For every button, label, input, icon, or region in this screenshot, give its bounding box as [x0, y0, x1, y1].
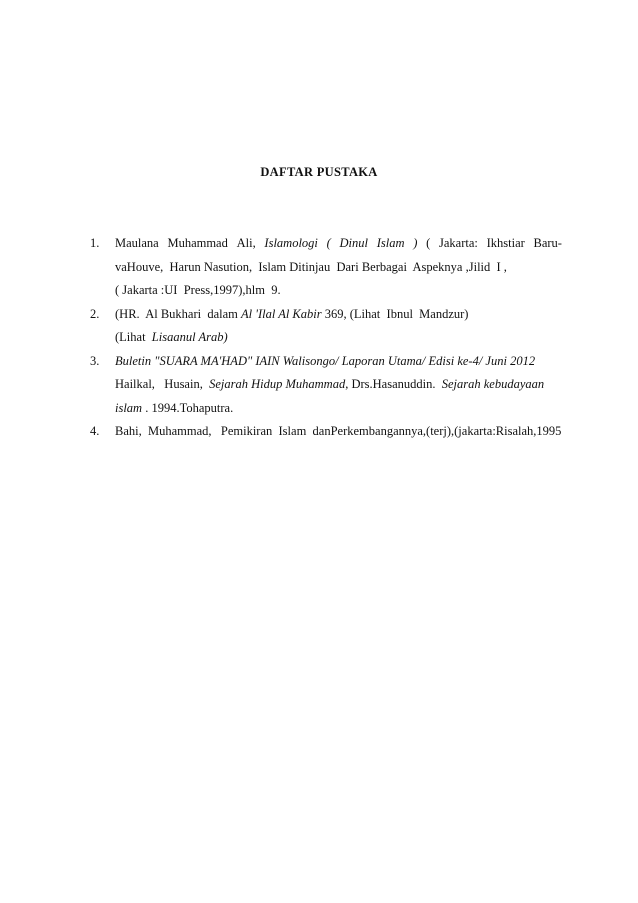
reference-word: Maulana [115, 236, 159, 250]
reference-item-4 [90, 420, 562, 444]
reference-word: Islamologi [264, 236, 318, 250]
reference-word: Ali, [236, 236, 256, 250]
reference-line: Buletin "SUARA MA'HAD" IAIN Walisongo/ Laporan Utama/ Edisi ke-4/ Juni 2012 [115, 353, 536, 368]
reference-word: Islam [376, 236, 405, 250]
reference-word: ( [426, 236, 431, 250]
reference-title: islam [115, 400, 143, 415]
reference-word: ) [413, 236, 418, 250]
page-title: DAFTAR PUSTAKA [260, 165, 378, 179]
reference-item-1 [90, 232, 562, 303]
reference-text: (Lihat [115, 330, 152, 344]
reference-title: Al 'Ilal Al Kabir [241, 306, 322, 321]
reference-title: Sejarah kebudayaan [441, 377, 545, 391]
reference-item-2 [90, 303, 562, 350]
reference-word: Ikhstiar [486, 236, 525, 250]
reference-item-3 [90, 350, 562, 421]
reference-line [115, 303, 562, 327]
reference-line: ( Jakarta :UI Press,1997),hlm 9. [115, 283, 281, 297]
reference-word: Muhammad [167, 236, 228, 250]
reference-number: 1. [90, 236, 100, 250]
reference-text: (HR. Al Bukhari dalam [115, 306, 242, 321]
reference-word: Jakarta: [439, 236, 478, 250]
reference-list [90, 232, 562, 444]
reference-line: Bahi, Muhammad, Pemikiran Islam danPerkembangannya,(terj),(jakarta:Risalah,1995 [115, 424, 562, 438]
reference-line [115, 373, 562, 397]
reference-number: 2. [90, 306, 100, 321]
reference-word: ( [326, 236, 331, 250]
reference-line: vaHouve, Harun Nasution, Islam Ditinjau Dari Berbagai Aspeknya ,Jilid I , [115, 259, 507, 274]
reference-line [115, 397, 562, 421]
reference-number: 4. [90, 424, 100, 438]
reference-text: , Drs.Hasanuddin. [345, 377, 442, 391]
reference-number: 3. [90, 353, 100, 368]
reference-line [115, 326, 562, 350]
reference-text: 369, (Lihat Ibnul Mandzur) [321, 306, 469, 321]
reference-text: . 1994.Tohaputra. [142, 400, 234, 415]
reference-line [115, 232, 562, 256]
reference-text: Hailkal, Husain, [115, 377, 210, 391]
reference-title: Sejarah Hidup Muhammad [209, 377, 346, 391]
reference-word: Dinul [339, 236, 368, 250]
reference-word: Baru- [533, 236, 562, 250]
reference-title: Lisaanul Arab) [151, 330, 228, 344]
